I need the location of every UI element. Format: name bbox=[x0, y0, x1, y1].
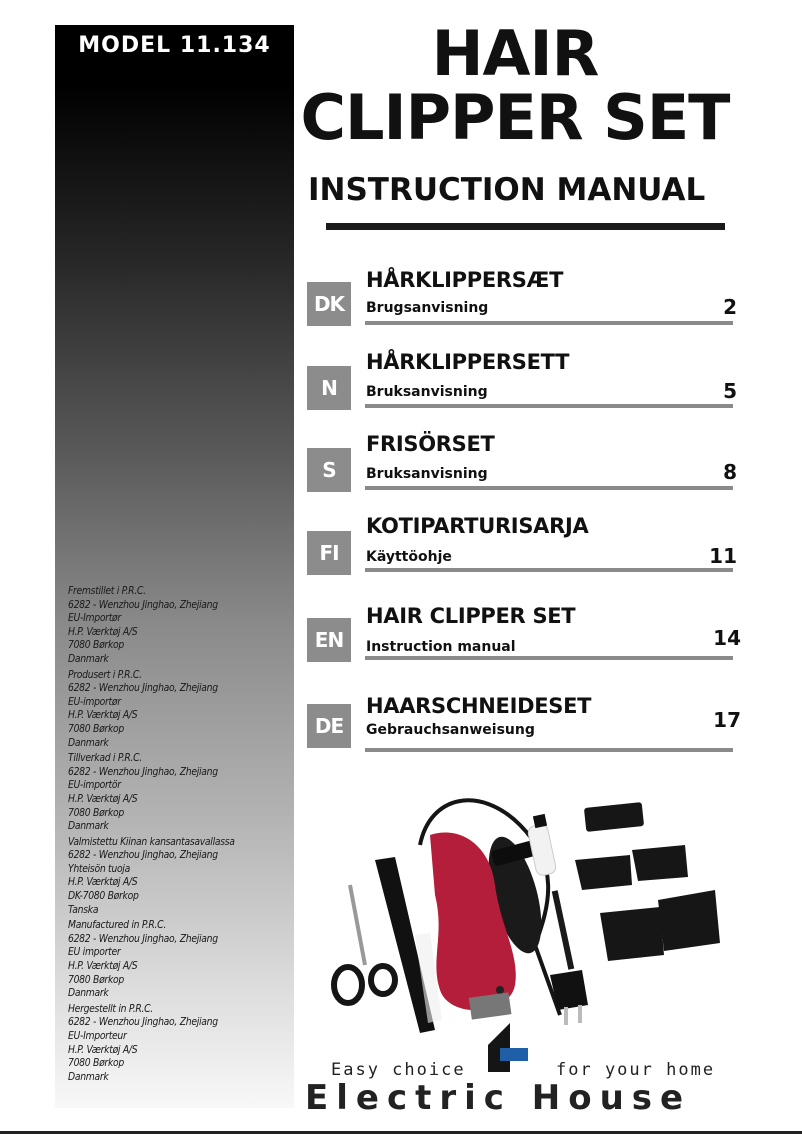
toc-page-number: 5 bbox=[723, 379, 737, 403]
document-title bbox=[300, 17, 730, 154]
title-line-1: HAIR bbox=[431, 17, 599, 90]
toc-entry-dk[interactable] bbox=[307, 268, 737, 338]
imprint-line: Tanska bbox=[68, 903, 99, 916]
imprint-block-en bbox=[68, 919, 293, 1001]
left-panel bbox=[55, 25, 294, 1108]
imprint-line: 6282 - Wenzhou Jinghao, Zhejiang bbox=[68, 765, 218, 778]
language-badge: DE bbox=[307, 704, 351, 748]
imprint-line: Tillverkad i P.R.C. bbox=[68, 752, 142, 765]
imprint-line: Danmark bbox=[68, 736, 109, 749]
imprint-line: Danmark bbox=[68, 987, 109, 1000]
imprint-line: Danmark bbox=[68, 820, 109, 833]
toc-divider bbox=[365, 568, 733, 572]
toc-page-number: 14 bbox=[713, 626, 741, 650]
house-logo-icon bbox=[488, 1020, 533, 1072]
imprint-line: 6282 - Wenzhou Jinghao, Zhejiang bbox=[68, 849, 218, 862]
imprint-line: 6282 - Wenzhou Jinghao, Zhejiang bbox=[68, 598, 218, 611]
brand-slogan-right: for your home bbox=[556, 1060, 716, 1080]
toc-divider bbox=[365, 748, 733, 752]
model-number: MODEL 11.134 bbox=[78, 33, 271, 58]
imprint-line: Valmistettu Kiinan kansantasavallassa bbox=[68, 835, 235, 848]
imprint-line: H.P. Værktøj A/S bbox=[68, 960, 138, 973]
imprint-line: Yhteisön tuoja bbox=[68, 862, 130, 875]
language-badge: FI bbox=[307, 531, 351, 575]
toc-entry-s[interactable] bbox=[307, 432, 737, 502]
toc-title: HÅRKLIPPERSETT bbox=[366, 350, 570, 374]
imprint-line: 6282 - Wenzhou Jinghao, Zhejiang bbox=[68, 1016, 218, 1029]
toc-title: HAARSCHNEIDESET bbox=[366, 694, 592, 718]
imprint-line: 7080 Børkop bbox=[68, 639, 124, 652]
imprint-block-n bbox=[68, 669, 293, 751]
toc-entry-de[interactable] bbox=[307, 694, 741, 764]
title-divider bbox=[326, 223, 725, 230]
imprint-line: H.P. Værktøj A/S bbox=[68, 1043, 138, 1056]
imprint-line: 6282 - Wenzhou Jinghao, Zhejiang bbox=[68, 932, 218, 945]
imprint-line: EU-Importør bbox=[68, 612, 121, 625]
imprint-block-dk bbox=[68, 585, 293, 667]
imprint-line: EU-importör bbox=[68, 779, 121, 792]
language-badge: DK bbox=[307, 282, 351, 326]
imprint-line: 6282 - Wenzhou Jinghao, Zhejiang bbox=[68, 682, 218, 695]
toc-subtitle: Brugsanvisning bbox=[366, 300, 489, 316]
toc-page-number: 11 bbox=[709, 544, 737, 568]
toc-divider bbox=[365, 656, 733, 660]
imprint-line: 7080 Børkop bbox=[68, 722, 124, 735]
imprint-line: H.P. Værktøj A/S bbox=[68, 792, 138, 805]
toc-entry-fi[interactable] bbox=[307, 514, 737, 584]
imprint-block-s bbox=[68, 752, 293, 834]
imprint-line: Danmark bbox=[68, 652, 109, 665]
toc-title: KOTIPARTURISARJA bbox=[366, 514, 589, 538]
imprint-line: Manufactured in P.R.C. bbox=[68, 919, 166, 932]
imprint-line: Produsert i P.R.C. bbox=[68, 668, 142, 681]
imprint-line: EU importer bbox=[68, 946, 121, 959]
imprint-line: 7080 Børkop bbox=[68, 973, 124, 986]
toc-divider bbox=[365, 321, 733, 325]
product-photo bbox=[320, 785, 740, 1035]
toc-page-number: 17 bbox=[713, 708, 741, 732]
imprint-block-fi bbox=[68, 836, 293, 918]
imprint-line: 7080 Børkop bbox=[68, 806, 124, 819]
toc-subtitle: Käyttöohje bbox=[366, 549, 452, 565]
toc-title: FRISÖRSET bbox=[366, 432, 495, 456]
toc-subtitle: Instruction manual bbox=[366, 639, 516, 655]
toc-entry-en[interactable] bbox=[307, 604, 741, 674]
toc-subtitle: Bruksanvisning bbox=[366, 384, 488, 400]
language-badge: S bbox=[307, 448, 351, 492]
page-bottom-border bbox=[0, 1131, 802, 1134]
imprint-line: EU-Importeur bbox=[68, 1030, 127, 1042]
toc-page-number: 2 bbox=[723, 295, 737, 319]
language-badge: EN bbox=[307, 618, 351, 662]
imprint-line: DK-7080 Børkop bbox=[68, 890, 139, 903]
imprint-line: H.P. Værktøj A/S bbox=[68, 625, 138, 638]
imprint-line: Hergestellt in P.R.C. bbox=[68, 1002, 153, 1015]
brand-slogan-left: Easy choice bbox=[331, 1060, 466, 1080]
toc-subtitle: Gebrauchsanweisung bbox=[366, 722, 535, 738]
toc-divider bbox=[365, 404, 733, 408]
imprint-line: 7080 Børkop bbox=[68, 1057, 124, 1070]
imprint-line: H.P. Værktøj A/S bbox=[68, 709, 138, 722]
toc-divider bbox=[365, 486, 733, 490]
toc-title: HÅRKLIPPERSÆT bbox=[366, 268, 564, 292]
toc-subtitle: Bruksanvisning bbox=[366, 466, 488, 482]
document-subtitle: INSTRUCTION MANUAL bbox=[308, 172, 706, 208]
title-line-2: CLIPPER SET bbox=[300, 81, 730, 154]
toc-title: HAIR CLIPPER SET bbox=[366, 604, 576, 628]
toc-entry-n[interactable] bbox=[307, 350, 737, 420]
imprint-line: Danmark bbox=[68, 1070, 109, 1083]
toc-page-number: 8 bbox=[723, 460, 737, 484]
imprint-block-de bbox=[68, 1003, 293, 1085]
imprint-line: H.P. Værktøj A/S bbox=[68, 876, 138, 889]
imprint-line: EU-importør bbox=[68, 695, 121, 708]
language-badge: N bbox=[307, 366, 351, 410]
imprint-line: Fremstillet i P.R.C. bbox=[68, 585, 146, 597]
manufacturer-imprint bbox=[68, 585, 293, 1086]
brand-name: Electric House bbox=[305, 1078, 692, 1118]
